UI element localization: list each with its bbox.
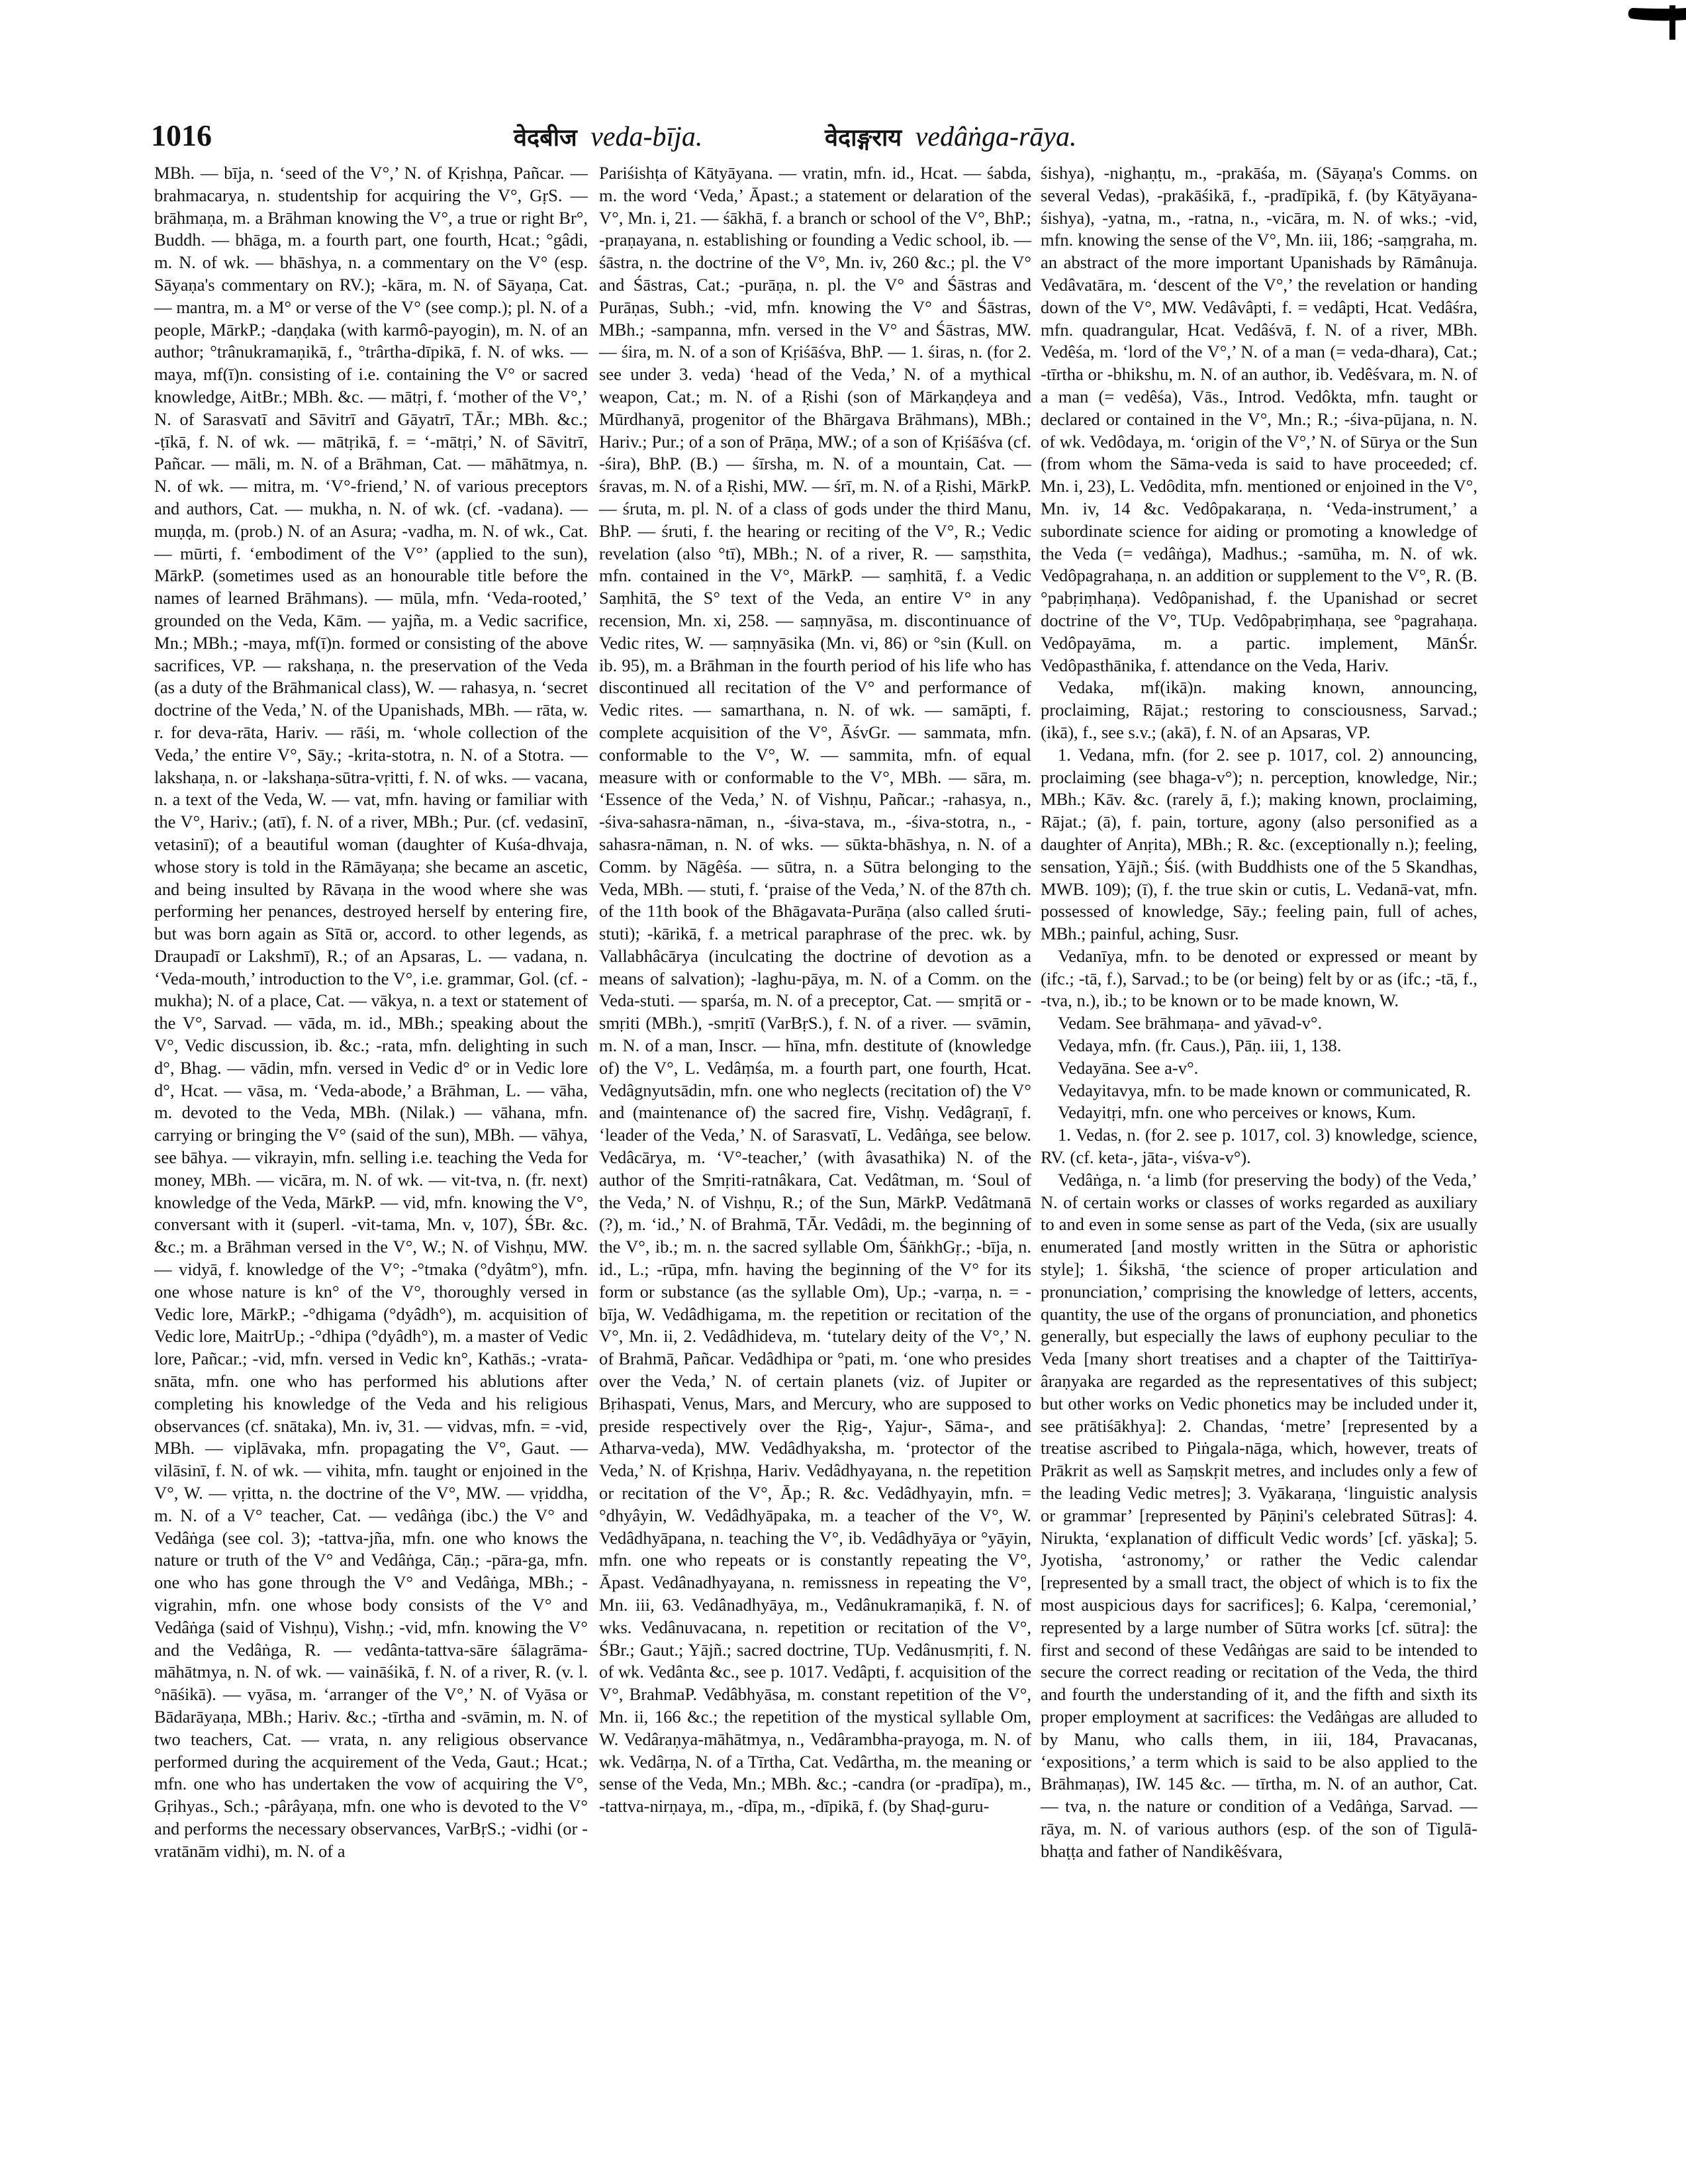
column-1 xyxy=(154,162,588,2168)
header-last-word-roman: vedâṅga-rāya. xyxy=(915,122,1077,152)
header-first-word xyxy=(514,120,702,153)
entry-paragraph: 1. Vedas, n. (for 2. see p. 1017, col. 3) knowledge, science, RV. (cf. keta-, jāta-, viśva-v°). xyxy=(1041,1125,1477,1168)
entry-paragraph: 1. Vedana, mfn. (for 2. see p. 1017, col. 2) announcing, proclaiming (see bhaga-v°); n. perception, knowledge, Nir.; MBh.; Kāv. &c. (rarely ā, f.); making known, proclaiming, Rājat.; (ā), f. pain, torture, agony (also personified as a daughter of Anṛita), MBh.; R. &c. (exceptionally n.); feeling, sensation, Yājñ.; Śiś. (with Buddhists one of the 5 Skandhas, MWB. 109); (ī), f. the true skin or cutis, L. Vedanā-vat, mfn. possessed of knowledge, Sāy.; feeling pain, full of aches, MBh.; painful, aching, Susr. xyxy=(1041,744,1477,944)
page-corner-mark xyxy=(1623,0,1686,40)
entry-paragraph: Vedaya, mfn. (fr. Caus.), Pāṇ. iii, 1, 138. xyxy=(1058,1035,1342,1056)
column-2 xyxy=(599,162,1031,2168)
header-last-word xyxy=(825,120,1076,153)
entry-paragraph: Vedam. See brāhmaṇa- and yāvad-v°. xyxy=(1058,1013,1323,1033)
entry-paragraph: Vedâṅga, n. ‘a limb (for preserving the body) of the Veda,’ N. of certain works or classes of works regarded as auxiliary to and even in some sense as part of the Veda, (six are usually enumerated [and mostly written in the Sūtra or aphoristic style]; 1. Śikshā, ‘the science of proper articulation and pronunciation,’ comprising the knowledge of letters, accents, quantity, the use of the organs of pronunciation, and phonetics generally, but especially the laws of euphony peculiar to the Veda [many short treatises and a chapter of the Taittirīya-âraṇyaka are regarded as the representatives of this subject; but other works on Vedic phonetics may be included under it, see prātiśākhya]: 2. Chandas, ‘metre’ [represented by a treatise ascribed to Piṅgala-nāga, which, however, treats of Prākrit as well as Saṃskṛit metres, and includes only a few of the leading Vedic metres]; 3. Vyākaraṇa, ‘linguistic analysis or grammar’ [represented by Pāṇini's celebrated Sūtras]: 4. Nirukta, ‘explanation of difficult Vedic words’ [cf. yāska]; 5. Jyotisha, ‘astronomy,’ or rather the Vedic calendar [represented by a small tract, the object of which is to fix the most auspicious days for sacrifices]; 6. Kalpa, ‘ceremonial,’ represented by a large number of Sūtra works [cf. sūtra]: the first and second of these Vedâṅgas are said to be intended to secure the correct reading or recitation of the Veda, the third and fourth the understanding of it, and the fifth and sixth its proper employment at sacrifices: the Vedâṅgas are alluded to by Manu, who calls them, in iii, 184, Pravacanas, ‘expositions,’ a term which is said to be also applied to the Brāhmaṇas), IW. 145 &c. — tīrtha, m. N. of an author, Cat. — tva, n. the nature or condition of a Vedâṅga, Sarvad. — rāya, m. N. of various authors (esp. of the son of Tigulā-bhaṭṭa and father of Nandikêśvara, xyxy=(1041,1169,1477,1861)
header-first-word-roman: veda-bīja. xyxy=(590,122,703,152)
entry-paragraph: MBh. — bīja, n. ‘seed of the V°,’ N. of Kṛishṇa, Pañcar. — brahmacarya, n. studentship for acquiring the V°, GṛS. — brāhmaṇa, m. a Brāhman knowing the V°, a true or right Br°, Buddh. — bhāga, m. a fourth part, one fourth, Hcat.; °gâdi, m. N. of wk. — bhāshya, n. a commentary on the V° (esp. Sāyaṇa's commentary on RV.); -kāra, m. N. of Sāyaṇa, Cat. — mantra, m. a M° or verse of the V° (see comp.); pl. N. of a people, MārkP.; -daṇḍaka (with karmô-payogin), m. N. of an author; °trânukramaṇikā, f., °trârtha-dīpikā, f. N. of wks. — maya, mf(ī)n. consisting of i.e. containing the V° or sacred knowledge, AitBr.; MBh. &c. — mātṛi, f. ‘mother of the V°,’ N. of Sarasvatī and Sāvitrī and Gāyatrī, TĀr.; MBh. &c.; -ṭīkā, f. N. of wk. — mātṛikā, f. = ‘-mātṛi,’ N. of Sāvitrī, Pañcar. — māli, m. N. of a Brāhman, Cat. — māhātmya, n. N. of wk. — mitra, m. ‘V°-friend,’ N. of various preceptors and authors, Cat. — mukha, n. N. of wk. (cf. -vadana). — muṇḍa, m. (prob.) N. of an Asura; -vadha, m. N. of wk., Cat. — mūrti, f. ‘embodiment of the V°’ (applied to the sun), MārkP. (sometimes used as an honourable title before the names of learned Brāhmans). — mūla, mfn. ‘Veda-rooted,’ grounded on the Veda, Kām. — yajña, m. a Vedic sacrifice, Mn.; MBh.; -maya, mf(ī)n. formed or consisting of the above sacrifices, VP. — rakshaṇa, n. the preservation of the Veda (as a duty of the Brāhmanical class), W. — rahasya, n. ‘secret doctrine of the Veda,’ N. of the Upanishads, MBh. — rāta, w. r. for deva-rāta, Hariv. — rāśi, m. ‘whole collection of the Veda,’ the entire V°, Sāy.; -krita-stotra, n. N. of a Stotra. — lakshaṇa, n. or -lakshaṇa-sūtra-vṛitti, f. N. of wks. — vacana, n. a text of the Veda, W. — vat, mfn. having or familiar with the V°, Hariv.; (atī), f. N. of a river, MBh.; Pur. (cf. vedasinī, vetasinī); of a beautiful woman (daughter of Kuśa-dhvaja, whose story is told in the Rāmāyaṇa; she became an ascetic, and being insulted by Rāvaṇa in the wood where she was performing her penances, destroyed herself by entering fire, but was born again as Sītā or, accord. to other legends, as Draupadī or Lakshmī), R.; of an Apsaras, L. — vadana, n. ‘Veda-mouth,’ introduction to the V°, i.e. grammar, Gol. (cf. -mukha); N. of a place, Cat. — vākya, n. a text or statement of the V°, Sarvad. — vāda, m. id., MBh.; speaking about the V°, Vedic discussion, ib. &c.; -rata, mfn. delighting in such d°, Bhag. — vādin, mfn. versed in Vedic d° or in Vedic lore d°, Hcat. — vāsa, m. ‘Veda-abode,’ a Brāhman, L. — vāha, m. devoted to the Veda, MBh. (Nilak.) — vāhana, mfn. carrying or bringing the V° (said of the sun), MBh. — vāhya, see bāhya. — vikrayin, mfn. selling i.e. teaching the Veda for money, MBh. — vicāra, m. N. of wk. — vit-tva, n. (fr. next) knowledge of the Veda, MārkP. — vid, mfn. knowing the V°, conversant with it (superl. -vit-tama, Mn. v, 107), ŚBr. &c. &c.; m. a Brāhman versed in the V°, W.; N. of Vishṇu, MW. — vidyā, f. knowledge of the V°; -°tmaka (°dyâtm°), mfn. one whose nature is kn° of the V°, thoroughly versed in Vedic lore, MārkP.; -°dhigama (°dyâdh°), m. acquisition of Vedic lore, MaitrUp.; -°dhipa (°dyâdh°), m. a master of Vedic lore, Pañcar.; -vid, mfn. versed in Vedic kn°, Kathās.; -vrata-snāta, mfn. one who has performed his ablutions after completing his knowledge of the Veda and his religious observances (cf. snātaka), Mn. iv, 31. — vidvas, mfn. = -vid, MBh. — viplāvaka, mfn. propagating the V°, Gaut. — vilāsinī, f. N. of wk. — vihita, mfn. taught or enjoined in the V°, W. — vṛitta, n. the doctrine of the V°, MW. — vṛiddha, m. N. of a V° teacher, Cat. — vedâṅga (ibc.) the V° and Vedâṅga (see col. 3); -tattva-jña, mfn. one who knows the nature or truth of the V° and Vedâṅga, Cāṇ.; -pāra-ga, mfn. one who has gone through the V° and Vedâṅga, MBh.; -vigrahin, mfn. one whose body consists of the V° and Vedâṅga (said of Vishṇu), Vishṇ.; -vid, mfn. knowing the V° and the Vedâṅga, R. — vedânta-tattva-sāre śālagrāma-māhātmya, n. N. of wk. — vaināśikā, f. N. of a river, R. (v. l. °nāśikā). — vyāsa, m. ‘arranger of the V°,’ N. of Vyāsa or Bādarāyaṇa, MBh.; Hariv. &c.; -tīrtha and -svāmin, m. N. of two teachers, Cat. — vrata, n. any religious observance performed during the acquirement of the Veda, Gaut.; Hcat.; mfn. one who has undertaken the vow of acquiring the V°, Gṛihyas., Sch.; -pârâyaṇa, mfn. one who is devoted to the V° and performs the necessary observances, VarBṛS.; -vidhi (or -vratānām vidhi), m. N. of a xyxy=(154,163,588,1861)
entry-paragraph: Vedayitṛi, mfn. one who perceives or knows, Kum. xyxy=(1058,1102,1416,1123)
page-number: 1016 xyxy=(151,119,212,152)
entry-paragraph: Vedayitavya, mfn. to be made known or communicated, R. xyxy=(1058,1080,1472,1100)
header-last-word-devanagari: वेदाङ्गराय xyxy=(825,124,902,152)
entry-paragraph: Vedaka, mf(ikā)n. making known, announcing, proclaiming, Rājat.; restoring to consciousness, Sarvad.; (ikā), f., see s.v.; (akā), f. N. of an Apsaras, VP. xyxy=(1041,677,1477,742)
entry-paragraph: Vedanīya, mfn. to be denoted or expressed or meant by (ifc.; -tā, f.), Sarvad.; to be (or being) felt by or as (ifc.; -tā, f., -tva, n.), ib.; to be known or to be made known, W. xyxy=(1041,945,1477,1011)
header-first-word-devanagari: वेदबीज xyxy=(514,124,577,152)
page-header xyxy=(0,118,1686,158)
entry-paragraph: śishya), -nighaṇṭu, m., -prakāśa, m. (Sāyaṇa's Comms. on several Vedas), -prakāśikā, f., -pradīpikā, f. (by Kātyāyana-śishya), -yatna, m., -ratna, n., -vicāra, m. N. of wks.; -vid, mfn. knowing the sense of the V°, Mn. iii, 186; -saṃgraha, m. an abstract of the more important Upanishads by Rāmânuja. Vedâvatāra, m. ‘descent of the V°,’ the revelation or handing down of the V°, MW. Vedâvâpti, f. = vedâpti, Hcat. Vedâśra, mfn. quadrangular, Hcat. Vedâśvā, f. N. of a river, MBh. Vedêśa, m. ‘lord of the V°,’ N. of a man (= veda-dhara), Cat.; -tīrtha or -bhikshu, m. N. of an author, ib. Vedêśvara, m. N. of a man (= vedêśa), Vās., Introd. Vedôkta, mfn. taught or declared or contained in the V°, Mn.; R.; -śiva-pūjana, n. N. of wk. Vedôdaya, m. ‘origin of the V°,’ N. of Sūrya or the Sun (from whom the Sāma-veda is said to have proceeded; cf. Mn. i, 23), L. Vedôdita, mfn. mentioned or enjoined in the V°, Mn. iv, 14 &c. Vedôpakaraṇa, n. ‘Veda-instrument,’ a subordinate science for aiding or promoting a knowledge of the Veda (= vedâṅga), Madhus.; -samūha, m. N. of wk. Vedôpagrahaṇa, n. an addition or supplement to the V°, R. (B. °pabṛiṃhaṇa). Vedôpanishad, f. the Upanishad or secret doctrine of the V°, TUp. Vedôpabṛiṃhaṇa, see °pagrahaṇa. Vedôpayāma, m. a partic. implement, MānŚr. Vedôpasthānika, f. attendance on the Veda, Hariv. xyxy=(1041,163,1477,675)
column-3 xyxy=(1041,162,1477,2168)
entry-paragraph: Pariśishṭa of Kātyāyana. — vratin, mfn. id., Hcat. — śabda, m. the word ‘Veda,’ Āpast.; a statement or delaration of the V°, Mn. i, 21. — śākhā, f. a branch or school of the V°, BhP.; -praṇayana, n. establishing or founding a Vedic school, ib. — śāstra, n. the doctrine of the V°, Mn. iv, 260 &c.; pl. the V° and Śāstras, Cat.; -purāṇa, n. pl. the V° and Śāstras and Purāṇas, Subh.; -vid, mfn. knowing the V° and Śāstras, MBh.; -sampanna, mfn. versed in the V° and Śāstras, MW. — śira, m. N. of a son of Kṛiśāśva, BhP. — 1. śiras, n. (for 2. see under 3. veda) ‘head of the Veda,’ N. of a mythical weapon, Cat.; m. N. of a Ṛishi (son of Mārkaṇḍeya and Mūrdhanyā, progenitor of the Bhārgava Brāhmans), MBh.; Hariv.; Pur.; of a son of Prāṇa, MW.; of a son of Kṛiśāśva (cf. -śira), BhP. (B.) — śīrsha, m. N. of a mountain, Cat. — śravas, m. N. of a Ṛishi, MW. — śrī, m. N. of a Ṛishi, MārkP. — śruta, m. pl. N. of a class of gods under the third Manu, BhP. — śruti, f. the hearing or reciting of the V°, R.; Vedic revelation (also °tī), MBh.; N. of a river, R. — saṃsthita, mfn. contained in the V°, MārkP. — saṃhitā, f. a Vedic Saṃhitā, the S° text of the Veda, an entire V° in any recension, Mn. xi, 258. — saṃnyāsa, m. discontinuance of Vedic rites, W. — saṃnyāsika (Mn. vi, 86) or °sin (Kull. on ib. 95), m. a Brāhman in the fourth period of his life who has discontinued all recitation of the V° and performance of Vedic rites. — samarthana, n. N. of wk. — samāpti, f. complete acquisition of the V°, ĀśvGr. — sammata, mfn. conformable to the V°, W. — sammita, mfn. of equal measure with or conformable to the V°, MBh. — sāra, m. ‘Essence of the Veda,’ N. of Vishṇu, Pañcar.; -rahasya, n., -śiva-sahasra-nāman, n., -śiva-stava, m., -śiva-stotra, n., -sahasra-nāman, n. N. of wks. — sūkta-bhāshya, n. N. of a Comm. by Nāgêśa. — sūtra, n. a Sūtra belonging to the Veda, MBh. — stuti, f. ‘praise of the Veda,’ N. of the 87th ch. of the 11th book of the Bhāgavata-Purāṇa (also called śruti-stuti); -kārikā, f. a metrical paraphrase of the prec. wk. by Vallabhâcārya (inculcating the doctrine of devotion as a means of salvation); -laghu-pāya, m. N. of a Comm. on the Veda-stuti. — sparśa, m. N. of a preceptor, Cat. — smṛitā or -smṛiti (MBh.), -smṛitī (VarBṛS.), f. N. of a river. — svāmin, m. N. of a man, Inscr. — hīna, mfn. destitute of (knowledge of) the V°, L. Vedâṃśa, m. a fourth part, one fourth, Hcat. Vedâgnyutsādin, mfn. one who neglects (recitation of) the V° and (maintenance of) the sacred fire, Vishṇ. Vedâgraṇī, f. ‘leader of the Veda,’ N. of Sarasvatī, L. Vedâṅga, see below. Vedâcārya, m. ‘V°-teacher,’ (with âvasathika) N. of the author of the Smṛiti-ratnâkara, Cat. Vedâtman, m. ‘Soul of the Veda,’ N. of Vishṇu, R.; of the Sun, MārkP. Vedâtmanā (?), m. ‘id.,’ N. of Brahmā, TĀr. Vedâdi, m. the beginning of the V°, ib.; m. n. the sacred syllable Om, ŚāṅkhGṛ.; -bīja, n. id., L.; -rūpa, mfn. having the beginning of the V° for its form or substance (as the syllable Om), Up.; -varṇa, n. = -bīja, W. Vedâdhigama, m. the repetition or recitation of the V°, Mn. ii, 2. Vedâdhideva, m. ‘tutelary deity of the V°,’ N. of Brahmā, Pañcar. Vedâdhipa or °pati, m. ‘one who presides over the Veda,’ N. of certain planets (viz. of Jupiter or Bṛihaspati, Venus, Mars, and Mercury, who are supposed to preside respectively over the Ṛig-, Yajur-, Sāma-, and Atharva-veda), MW. Vedâdhyaksha, m. ‘protector of the Veda,’ N. of Kṛishṇa, Hariv. Vedâdhyayana, n. the repetition or recitation of the V°, Āp.; R. &c. Vedâdhyayin, mfn. = °dhyâyin, W. Vedâdhyāpaka, m. a teacher of the V°, W. Vedâdhyāpana, n. teaching the V°, ib. Vedâdhyāya or °yāyin, mfn. one who repeats or is constantly repeating the V°, Āpast. Vedânadhyayana, n. remissness in repeating the V°, Mn. iii, 63. Vedânadhyāya, m., Vedânukramaṇikā, f. N. of wks. Vedânuvacana, n. repetition or recitation of the V°, ŚBr.; Gaut.; Yājñ.; sacred doctrine, TUp. Vedânusmṛiti, f. N. of wk. Vedânta &c., see p. 1017. Vedâpti, f. acquisition of the V°, BrahmaP. Vedâbhyāsa, m. constant repetition of the V°, Mn. ii, 166 &c.; the repetition of the mystical syllable Om, W. Vedâraṇya-māhātmya, n., Vedârambha-prayoga, m. N. of wk. Vedârṇa, N. of a Tīrtha, Cat. Vedârtha, m. the meaning or sense of the Veda, Mn.; MBh. &c.; -candra (or -pradīpa), m., -tattva-nirṇaya, m., -dīpa, m., -dīpikā, f. (by Shaḍ-guru- xyxy=(599,163,1031,1817)
entry-paragraph: Vedayāna. See a-v°. xyxy=(1058,1057,1199,1078)
